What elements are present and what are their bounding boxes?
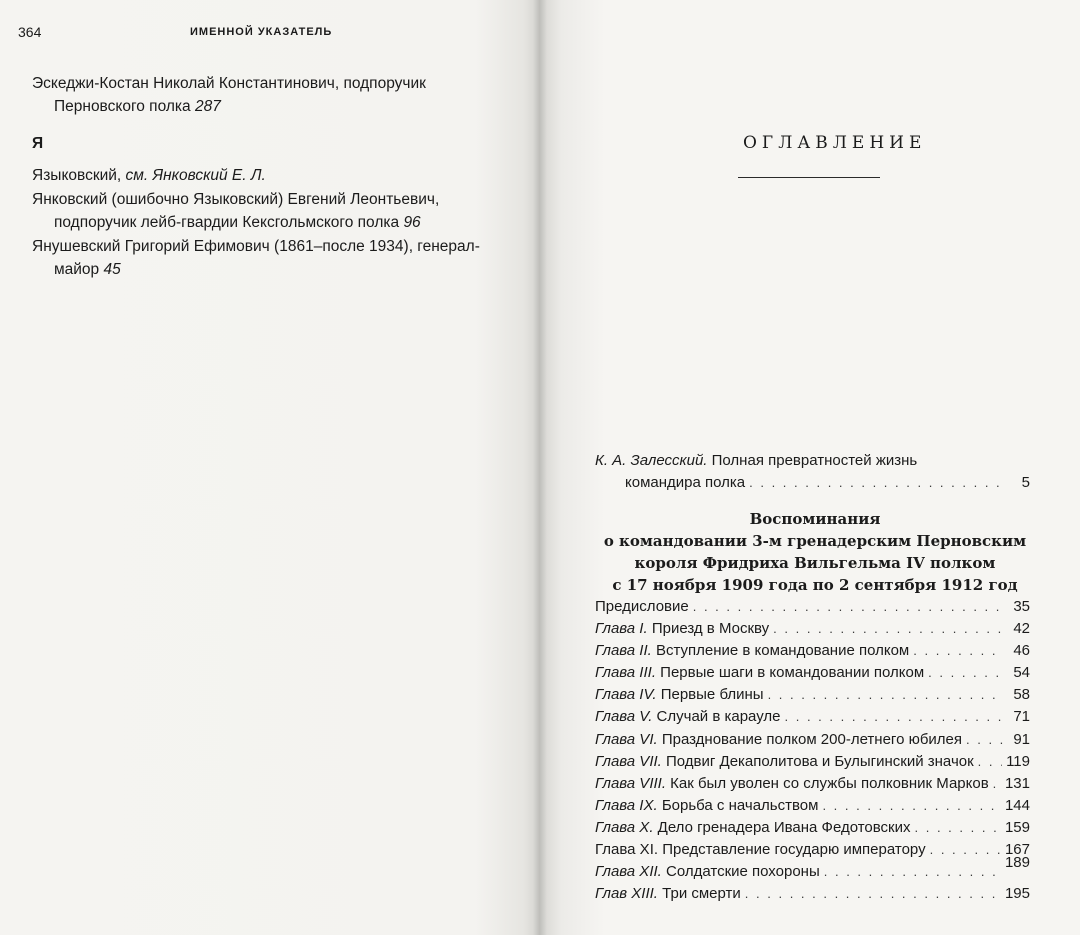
chapter-page: 167: [1004, 841, 1030, 859]
index-entry: [32, 235, 502, 281]
chapter-label: Глава VIII.: [595, 774, 671, 792]
dot-leader: [693, 599, 1004, 614]
chapter-title: Дело гренадера Ивана Федотовских: [657, 818, 911, 836]
toc-row: [595, 620, 1030, 642]
chapter-label: Глава II.: [595, 642, 656, 660]
index-entry-text: Янковский (ошибочно Языковский) Евгений Леонтьевич, подпоручик лейб-гвардии Кексгольмского полка: [32, 191, 440, 231]
chapter-title: Случай в карауле: [656, 708, 781, 726]
chapter-page: 42: [1013, 620, 1030, 638]
chapter-title: Глава XI. Представление государю императору: [595, 841, 926, 859]
chapter-title: Борьба с начальством: [661, 796, 819, 814]
dot-leader: [822, 798, 1001, 813]
dot-leader: [768, 687, 1004, 702]
memoir-heading-line: о командовании 3-м гренадерским Перновским: [603, 532, 1027, 550]
dot-leader: [915, 820, 1001, 835]
chapter-label: Глава V.: [595, 708, 657, 726]
dot-leader: [966, 732, 1004, 747]
index-entry-text: Эскеджи-Костан Николай Константинович, подпоручик Перновского полка: [32, 75, 426, 115]
index-entry-ref: см. Янковский Е. Л.: [125, 167, 266, 184]
dot-leader: [749, 475, 1004, 490]
dot-leader: [993, 776, 1001, 791]
dot-leader: [745, 886, 1001, 901]
index-entry: [32, 188, 502, 234]
dot-leader: [928, 665, 1004, 680]
chapter-page: 119: [1006, 752, 1030, 770]
toc-list: [595, 598, 1030, 907]
toc-row: [595, 854, 1030, 885]
toc-row: [595, 664, 1030, 686]
chapter-page: 189: [1004, 854, 1030, 872]
intro-page: 5: [1021, 474, 1030, 491]
toc-row: [595, 841, 1030, 863]
chapter-title: Первые шаги в командовании полком: [660, 664, 925, 682]
toc-row: [595, 753, 1030, 775]
chapter-label: Глава IV.: [595, 686, 661, 704]
intro-title: Полная превратностей жизнь: [711, 452, 918, 469]
chapter-title: Подвиг Декаполитова и Булыгинский значок: [666, 752, 974, 770]
index-letter: Я: [32, 135, 44, 152]
index-entry: [32, 164, 502, 187]
chapter-page: 131: [1004, 774, 1030, 792]
memoir-heading-line: короля Фридриха Вильгельма IV полком: [634, 554, 996, 572]
chapter-title: Солдатские похороны: [666, 863, 820, 881]
toc-row: [595, 642, 1030, 664]
toc-row: [595, 598, 1030, 620]
toc-row: [595, 686, 1030, 708]
chapter-page: 159: [1004, 818, 1030, 836]
chapter-page: 35: [1013, 598, 1030, 615]
chapter-title: Три смерти: [662, 885, 741, 903]
chapter-title: Предисловие: [595, 598, 689, 615]
memoir-heading-line: с 17 ноября 1909 года по 2 сентября 1912 год: [612, 576, 1018, 594]
chapter-label: Глава VII.: [595, 752, 666, 770]
index-entry-ref: 45: [103, 261, 121, 278]
chapter-label: Глава III.: [595, 664, 661, 682]
chapter-label: Глава XII.: [595, 863, 666, 881]
index-entry-ref: 96: [403, 214, 421, 231]
chapter-label: Глав XIII.: [595, 885, 663, 903]
chapter-label: Глава X.: [595, 818, 658, 836]
dot-leader: [930, 842, 1001, 857]
memoir-heading: [590, 508, 1040, 596]
toc-row: [595, 775, 1030, 797]
chapter-page: 195: [1004, 885, 1030, 903]
dot-leader: [913, 643, 1004, 658]
page-number: 364: [18, 24, 42, 40]
index-entry-text: Языковский,: [32, 167, 122, 184]
name-index: [32, 72, 502, 282]
dot-leader: [785, 709, 1005, 724]
toc-row: [595, 885, 1030, 907]
chapter-title: Как был уволен со службы полковник Марков: [670, 774, 989, 792]
chapter-label: Глава IX.: [595, 796, 662, 814]
toc-row: [595, 731, 1030, 753]
title-rule: [738, 177, 880, 178]
toc-row: [595, 819, 1030, 841]
chapter-page: 144: [1004, 796, 1030, 814]
index-entry-text: Янушевский Григорий Ефимович (1861–после 1934), генерал-майор: [32, 238, 480, 278]
chapter-page: 54: [1013, 664, 1030, 682]
chapter-page: 91: [1013, 730, 1030, 748]
chapter-page: 46: [1013, 642, 1030, 660]
dot-leader: [978, 754, 1002, 769]
toc-title: ОГЛАВЛЕНИЕ: [743, 133, 927, 153]
chapter-title: Приезд в Москву: [651, 620, 770, 638]
memoir-heading-line: Воспоминания: [749, 510, 881, 528]
dot-leader: [824, 864, 1001, 879]
chapter-title: Первые блины: [660, 686, 764, 704]
chapter-title: Празднование полком 200-летнего юбилея: [661, 730, 963, 748]
intro-entry-continued: [625, 474, 1030, 491]
toc-row: [595, 708, 1030, 730]
book-gutter: [533, 0, 547, 935]
intro-entry: [595, 452, 917, 469]
chapter-label: Глава I.: [595, 620, 652, 638]
chapter-page: 58: [1013, 686, 1030, 704]
chapter-page: 71: [1013, 708, 1030, 726]
intro-title-continued: командира полка: [625, 474, 746, 491]
index-entry-ref: 287: [194, 98, 221, 115]
chapter-label: Глава VI.: [595, 730, 662, 748]
dot-leader: [773, 621, 1004, 636]
toc-row: [595, 797, 1030, 819]
running-head: ИМЕННОЙ УКАЗАТЕЛЬ: [190, 26, 333, 38]
index-entry: [32, 72, 502, 118]
chapter-title: Вступление в командование полком: [655, 642, 910, 660]
intro-author: К. А. Залесский.: [595, 452, 708, 469]
